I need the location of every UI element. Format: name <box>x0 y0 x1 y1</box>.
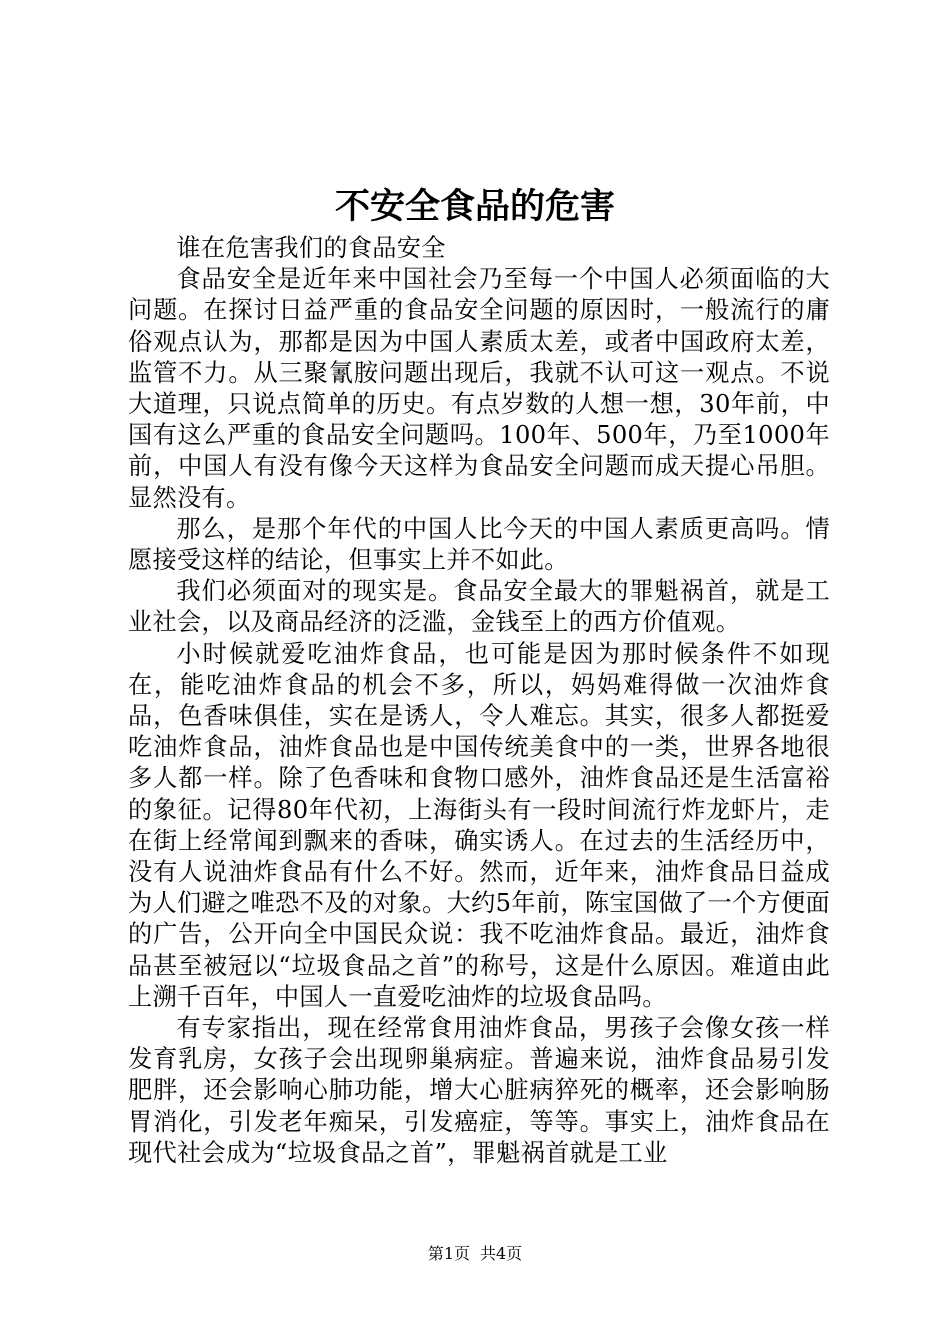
paragraph: 那么，是那个年代的中国人比今天的中国人素质更高吗。情愿接受这样的结论，但事实上并不如此。 <box>128 514 830 575</box>
paragraph: 小时候就爱吃油炸食品，也可能是因为那时候条件不如现在，能吃油炸食品的机会不多，所以，妈妈难得做一次油炸食品，色香味俱佳，实在是诱人，令人难忘。其实，很多人都挺爱吃油炸食品，油炸食品也是中国传统美食中的一类，世界各地很多人都一样。除了色香味和食物口感外，油炸食品还是生活富裕的象征。记得80年代初，上海街头有一段时间流行炸龙虾片，走在街上经常闻到飘来的香味，确实诱人。在过去的生活经历中，没有人说油炸食品有什么不好。然而，近年来，油炸食品日益成为人们避之唯恐不及的对象。大约5年前，陈宝国做了一个方便面的广告，公开向全中国民众说：我不吃油炸食品。最近，油炸食品甚至被冠以“垃圾食品之首”的称号，这是什么原因。难道由此上溯千百年，中国人一直爱吃油炸的垃圾食品吗。 <box>128 639 830 1011</box>
page-number: 第1页 <box>427 1244 470 1263</box>
paragraph: 我们必须面对的现实是。食品安全最大的罪魁祸首，就是工业社会，以及商品经济的泛滥，金钱至上的西方价值观。 <box>128 577 830 637</box>
paragraph: 有专家指出，现在经常食用油炸食品，男孩子会像女孩一样发育乳房，女孩子会出现卵巢病症。普遍来说，油炸食品易引发肥胖，还会影响心肺功能，增大心脏病猝死的概率，还会影响肠胃消化，引发老年痴呆，引发癌症，等等。事实上，油炸食品在现代社会成为“垃圾食品之首”，罪魁祸首就是工业 <box>128 1014 830 1167</box>
document-title: 不安全食品的危害 <box>334 186 615 227</box>
page-footer <box>0 1243 950 1265</box>
document-body <box>128 233 830 1169</box>
page-total: 共4页 <box>480 1244 523 1263</box>
paragraph-subtitle: 谁在危害我们的食品安全 <box>176 234 446 262</box>
paragraph: 食品安全是近年来中国社会乃至每一个中国人必须面临的大问题。在探讨日益严重的食品安全问题的原因时，一般流行的庸俗观点认为，那都是因为中国人素质太差，或者中国政府太差，监管不力。从三聚氰胺问题出现后，我就不认可这一观点。不说大道理，只说点简单的历史。有点岁数的人想一想，30年前，中国有这么严重的食品安全问题吗。100年、500年，乃至1000年前，中国人有没有像今天这样为食品安全问题而成天提心吊胆。显然没有。 <box>128 265 830 512</box>
